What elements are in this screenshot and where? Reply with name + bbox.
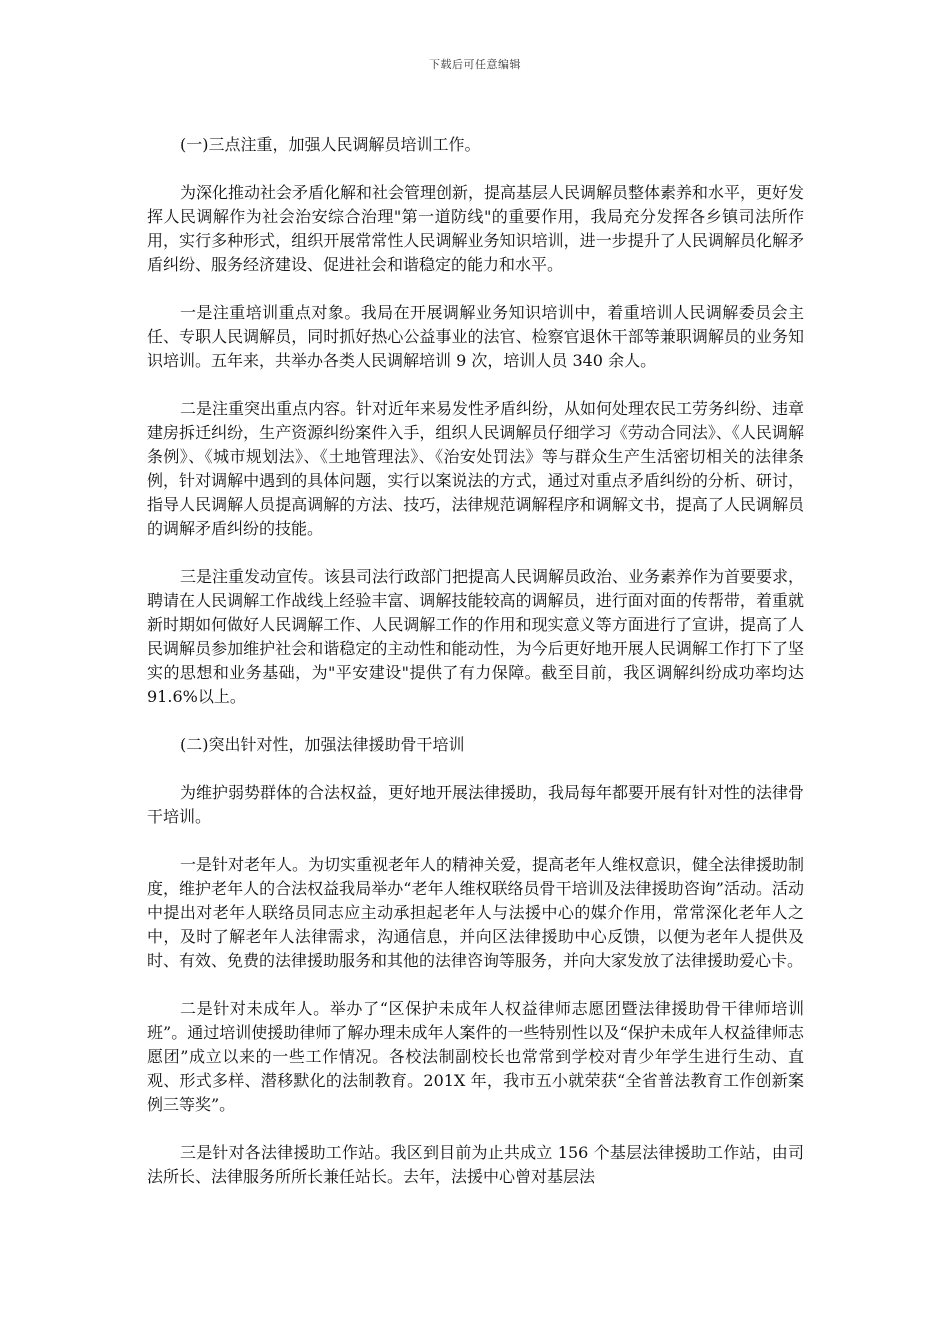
paragraph-point-1-3: 三是注重发动宣传。该县司法行政部门把提高人民调解员政治、业务素养作为首要要求，聘请在人民调解工作战线上经验丰富、调解技能较高的调解员，进行面对面的传帮带，着重就新时期如何做好人民调解工作、人民调解工作的作用和现实意义等方面进行了宣讲，提高了人民调解员参加维护社会和谐稳定的主动性和能动性，为今后更好地开展人民调解工作打下了坚实的思想和业务基础，为"平安建设"提供了有力保障。截至目前，我区调解纠纷成功率均达 91.6%以上。 <box>147 567 805 706</box>
page-header-note: 下载后可任意编辑 <box>429 58 521 71</box>
paragraph-point-1-2: 二是注重突出重点内容。针对近年来易发性矛盾纠纷，从如何处理农民工劳务纠纷、违章建房拆迁纠纷，生产资源纠纷案件入手，组织人民调解员仔细学习《劳动合同法》、《人民调解条例》、《城市规划法》、《土地管理法》、《治安处罚法》等与群众生产生活密切相关的法律条例，针对调解中遇到的具体问题，实行以案说法的方式，通过对重点矛盾纠纷的分析、研讨，指导人民调解人员提高调解的方法、技巧，法律规范调解程序和调解文书，提高了人民调解员的调解矛盾纠纷的技能。 <box>147 399 805 538</box>
paragraph-point-1-1: 一是注重培训重点对象。我局在开展调解业务知识培训中，着重培训人民调解委员会主任、专职人民调解员，同时抓好热心公益事业的法官、检察官退休干部等兼职调解员的业务知识培训。五年来，共举办各类人民调解培训 9 次，培训人员 340 余人。 <box>147 303 804 370</box>
section-heading-1: (一)三点注重，加强人民调解员培训工作。 <box>180 135 481 154</box>
paragraph-point-2-1: 一是针对老年人。为切实重视老年人的精神关爱，提高老年人维权意识，健全法律援助制度，维护老年人的合法权益我局举办“老年人维权联络员骨干培训及法律援助咨询”活动。活动中提出对老年人联络员同志应主动承担起老年人与法援中心的媒介作用，常常深化老年人之中，及时了解老年人法律需求，沟通信息，并向区法律援助中心反馈，以便为老年人提供及时、有效、免费的法律援助服务和其他的法律咨询等服务，并向大家发放了法律援助爱心卡。 <box>147 855 805 970</box>
paragraph-intro-2: 为维护弱势群体的合法权益，更好地开展法律援助，我局每年都要开展有针对性的法律骨干培训。 <box>147 783 805 826</box>
document-body <box>147 133 804 1213</box>
paragraph-point-2-2: 二是针对未成年人。举办了“区保护未成年人权益律师志愿团暨法律援助骨干律师培训班”。通过培训使援助律师了解办理未成年人案件的一些特别性以及“保护未成年人权益律师志愿团”成立以来的一些工作情况。各校法制副校长也常常到学校对青少年学生进行生动、直观、形式多样、潜移默化的法制教育。201X 年，我市五小就荣获“全省普法教育工作创新案例三等奖”。 <box>147 999 804 1114</box>
paragraph-intro-1: 为深化推动社会矛盾化解和社会管理创新，提高基层人民调解员整体素养和水平，更好发挥人民调解作为社会治安综合治理"第一道防线"的重要作用，我局充分发挥各乡镇司法所作用，实行多种形式，组织开展常常性人民调解业务知识培训，进一步提升了人民调解员化解矛盾纠纷、服务经济建设、促进社会和谐稳定的能力和水平。 <box>147 183 805 274</box>
paragraph-point-2-3: 三是针对各法律援助工作站。我区到目前为止共成立 156 个基层法律援助工作站，由司法所长、法律服务所所长兼任站长。去年，法援中心曾对基层法 <box>147 1143 804 1186</box>
section-heading-2: (二)突出针对性，加强法律援助骨干培训 <box>180 735 465 754</box>
